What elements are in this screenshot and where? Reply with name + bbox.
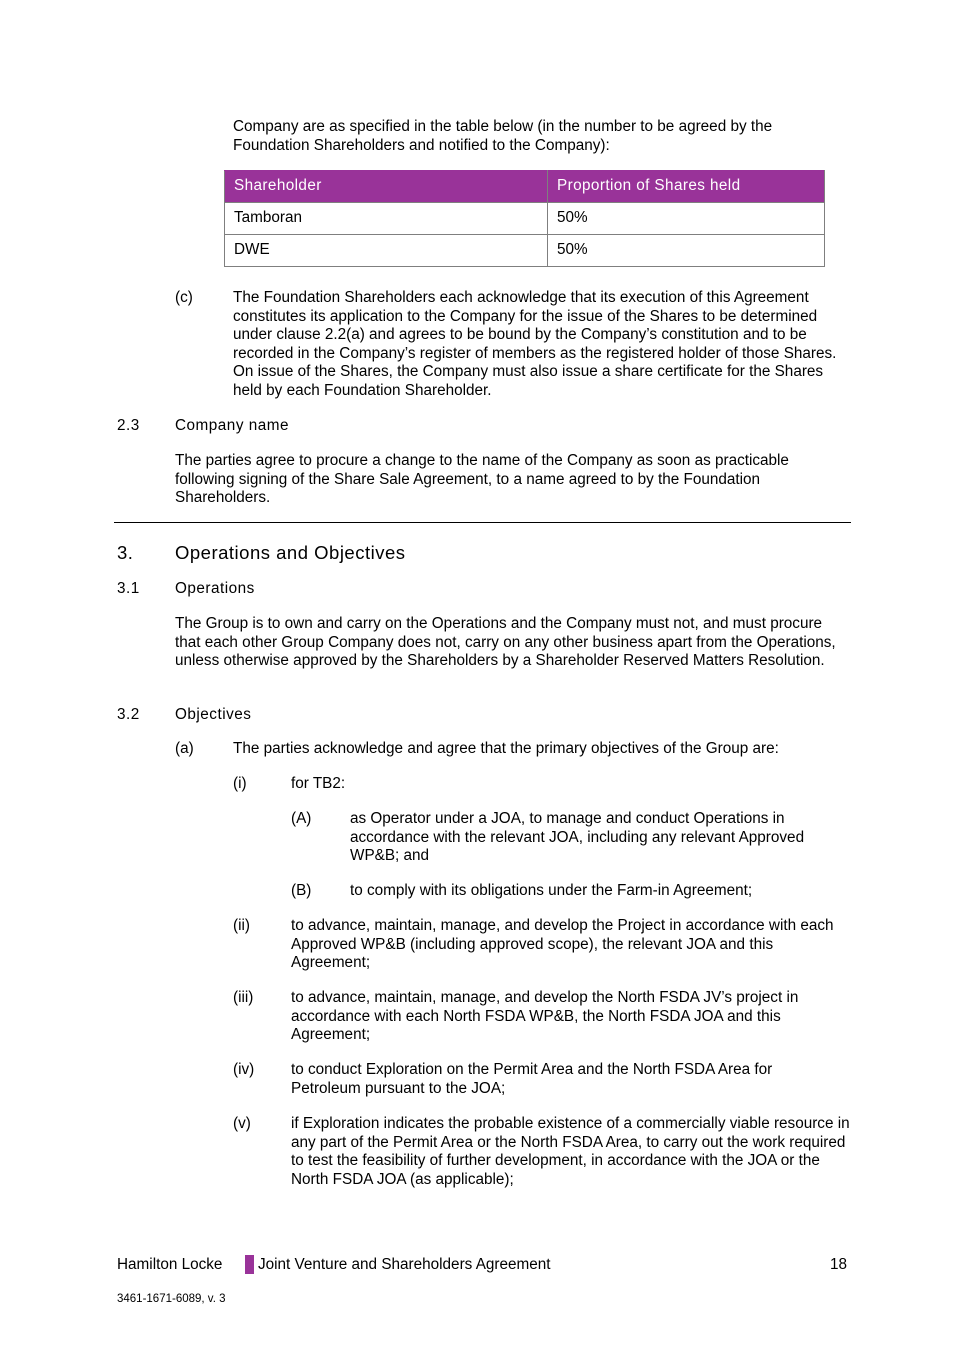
clause-3-2-B-label: (B) xyxy=(291,882,312,899)
footer-document-reference: 3461-1671-6089, v. 3 xyxy=(117,1293,226,1305)
table-cell-proportion: 50% xyxy=(548,203,825,235)
clause-3-2-title: Objectives xyxy=(175,706,252,723)
section-3-title: Operations and Objectives xyxy=(175,542,406,563)
table-header-shareholder: Shareholder xyxy=(225,171,548,203)
footer-document-title: Joint Venture and Shareholders Agreement xyxy=(258,1256,551,1273)
clause-3-2-A-text: as Operator under a JOA, to manage and conduct Operations in accordance with the relevant JOA, including any relevant Approved WP&B; and xyxy=(350,810,805,865)
section-divider xyxy=(114,522,851,523)
table-cell-shareholder: DWE xyxy=(225,235,548,267)
table-header-proportion: Proportion of Shares held xyxy=(548,171,825,203)
clause-2-3-number: 2.3 xyxy=(117,417,140,434)
clause-3-1-title: Operations xyxy=(175,580,255,597)
table-cell-proportion: 50% xyxy=(548,235,825,267)
footer-page-number: 18 xyxy=(830,1256,848,1273)
clause-3-2-ii-text: to advance, maintain, manage, and develop the Project in accordance with each Approved WP&B (including approved scope), the relevant JOA and this Agreement; xyxy=(291,917,834,972)
clause-3-2-v-text: if Exploration indicates the probable existence of a commercially viable resource in any part of the Permit Area or the North FSDA Area, to carry out the work required to test the feasibility of further development, in accordance with the JOA or the North FSDA JOA (as applicable); xyxy=(291,1115,850,1188)
clause-3-2-a-label: (a) xyxy=(175,740,194,757)
footer-accent-bar xyxy=(245,1255,254,1274)
clause-3-1-number: 3.1 xyxy=(117,580,140,597)
clause-3-2-iv-label: (iv) xyxy=(233,1061,255,1078)
clause-3-2-i-label: (i) xyxy=(233,775,247,792)
clause-3-2-ii-label: (ii) xyxy=(233,917,250,934)
intro-paragraph: Company are as specified in the table below (in the number to be agreed by the Foundation Shareholders and notified to the Company): xyxy=(233,118,773,154)
table-cell-shareholder: Tamboran xyxy=(225,203,548,235)
clause-3-2-A-label: (A) xyxy=(291,810,312,827)
clause-3-1-text: The Group is to own and carry on the Operations and the Company must not, and must procure that each other Group Company does not, carry on any other business apart from the Operations, unless otherwise approved by the Shareholders by a Shareholder Reserved Matters Resolution. xyxy=(175,615,836,670)
table-header-row xyxy=(225,171,825,203)
clause-3-2-iii-text: to advance, maintain, manage, and develop the North FSDA JV’s project in accordance with each North FSDA WP&B, the North FSDA JOA and this Agreement; xyxy=(291,989,799,1044)
clause-c-label: (c) xyxy=(175,289,193,306)
clause-3-2-v-label: (v) xyxy=(233,1115,251,1132)
clause-3-2-i-text: for TB2: xyxy=(291,775,346,792)
table-row xyxy=(225,235,825,267)
clause-3-2-iii-label: (iii) xyxy=(233,989,254,1006)
table-row xyxy=(225,203,825,235)
clause-2-3-title: Company name xyxy=(175,417,289,434)
shareholding-table xyxy=(224,170,825,267)
footer-firm-name: Hamilton Locke xyxy=(117,1256,223,1273)
clause-3-2-iv-text: to conduct Exploration on the Permit Area and the North FSDA Area for Petroleum pursuant to the JOA; xyxy=(291,1061,773,1097)
clause-3-2-B-text: to comply with its obligations under the Farm-in Agreement; xyxy=(350,882,753,899)
clause-2-3-text: The parties agree to procure a change to the name of the Company as soon as practicable following signing of the Share Sale Agreement, to a name agreed to by the Foundation Shareholders. xyxy=(175,452,789,507)
clause-3-2-number: 3.2 xyxy=(117,706,140,723)
clause-c-text: The Foundation Shareholders each acknowledge that its execution of this Agreement constitutes its application to the Company for the issue of the Shares to be determined under clause 2.2(a) and agrees to be bound by the Company’s constitution and to be recorded in the Company’s register of members as the registered holder of those Shares. On issue of the Shares, the Company must also issue a share certificate for the Shares held by each Foundation Shareholder. xyxy=(233,289,837,399)
section-3-number: 3. xyxy=(117,542,134,563)
clause-3-2-a-text: The parties acknowledge and agree that the primary objectives of the Group are: xyxy=(233,740,779,757)
